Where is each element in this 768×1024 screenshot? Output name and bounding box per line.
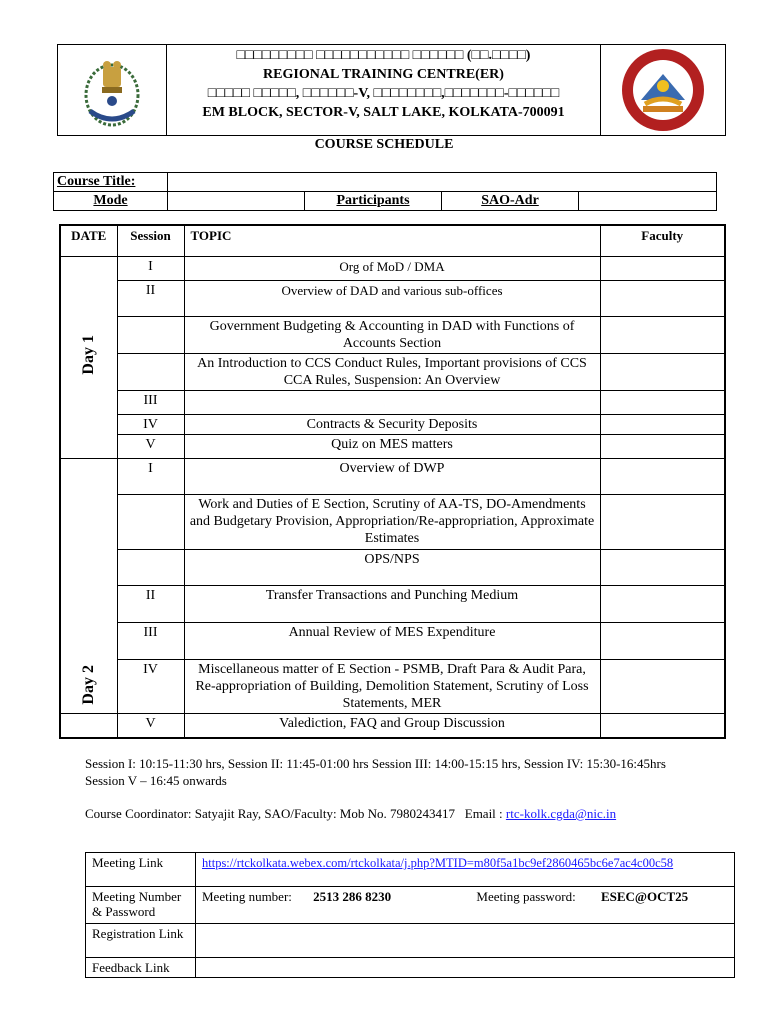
- faculty-cell: [600, 434, 725, 458]
- session-cell: [117, 316, 184, 353]
- topic-cell: Quiz on MES matters: [184, 434, 600, 458]
- meeting-number-prefix: Meeting number:: [202, 889, 292, 904]
- letterhead-text: [167, 45, 600, 122]
- faculty-cell: [600, 353, 725, 390]
- page-title: COURSE SCHEDULE: [314, 137, 454, 152]
- faculty-cell: [600, 549, 725, 585]
- course-title-value: [168, 173, 717, 192]
- meeting-number-cell: [196, 887, 735, 924]
- table-row: [60, 353, 725, 390]
- table-row: [60, 434, 725, 458]
- participants-extra: [579, 192, 717, 211]
- session-timings: [85, 755, 666, 789]
- table-row: [60, 549, 725, 585]
- timings-line-2: Session V – 16:45 onwards: [85, 773, 227, 788]
- session-cell: [117, 549, 184, 585]
- national-emblem-icon: [58, 45, 167, 135]
- table-row: [60, 280, 725, 316]
- topic-cell: Miscellaneous matter of E Section - PSMB, Draft Para & Audit Para, Re-appropriation of Building, Demolition Statement, Scrutiny of Loss Statements, MER: [184, 659, 600, 713]
- session-cell: V: [117, 713, 184, 738]
- faculty-cell: [600, 414, 725, 434]
- faculty-cell: [600, 316, 725, 353]
- faculty-cell: [600, 494, 725, 549]
- registration-value: [196, 924, 735, 958]
- schedule-table: [59, 224, 726, 739]
- course-title-label: Course Title:: [54, 173, 168, 192]
- course-info-table: [53, 172, 717, 211]
- address: EM BLOCK, SECTOR-V, SALT LAKE, KOLKATA-700091: [202, 105, 565, 120]
- header-faculty: Faculty: [600, 225, 725, 256]
- session-cell: I: [117, 458, 184, 494]
- session-cell: I: [117, 256, 184, 280]
- table-row: [60, 622, 725, 659]
- day1-label: Day 1: [80, 335, 98, 375]
- table-row: [60, 659, 725, 713]
- topic-cell: Overview of DAD and various sub-offices: [184, 280, 600, 316]
- registration-label: Registration Link: [86, 924, 196, 958]
- topic-cell: OPS/NPS: [184, 549, 600, 585]
- coordinator-info: [85, 805, 616, 822]
- table-row: [60, 390, 725, 414]
- topic-cell: Overview of DWP: [184, 458, 600, 494]
- table-row: [60, 713, 725, 738]
- rtc-logo-icon: [601, 45, 726, 135]
- faculty-cell: [600, 585, 725, 622]
- faculty-cell: [600, 659, 725, 713]
- participants-label: Participants: [305, 192, 442, 211]
- header-session: Session: [117, 225, 184, 256]
- table-row: [60, 256, 725, 280]
- header-date: DATE: [60, 225, 117, 256]
- session-cell: III: [117, 390, 184, 414]
- mode-value: [168, 192, 305, 211]
- session-cell: [117, 353, 184, 390]
- day1-cell: [60, 256, 117, 458]
- coordinator-email-link[interactable]: rtc-kolk.cgda@nic.in: [505, 806, 617, 821]
- feedback-value: [196, 958, 735, 978]
- meeting-table: [85, 852, 735, 978]
- faculty-cell: [600, 256, 725, 280]
- participants-value: SAO-Adr: [442, 192, 579, 211]
- topic-cell: Work and Duties of E Section, Scrutiny of AA-TS, DO-Amendments and Budgetary Provision, Appropriation/Re-appropriation, Approximate Estimates: [184, 494, 600, 549]
- timings-line-1: Session I: 10:15-11:30 hrs, Session II: 11:45-01:00 hrs Session III: 14:00-15:15 hrs, Session IV: 15:30-16:45hrs: [85, 756, 666, 771]
- topic-cell: Contracts & Security Deposits: [184, 414, 600, 434]
- meeting-password-prefix: Meeting password:: [476, 889, 576, 904]
- schedule-header-row: [60, 225, 725, 256]
- table-row: [60, 414, 725, 434]
- faculty-cell: [600, 390, 725, 414]
- meeting-link-label: Meeting Link: [86, 853, 196, 887]
- feedback-label: Feedback Link: [86, 958, 196, 978]
- session-cell: II: [117, 585, 184, 622]
- faculty-cell: [600, 280, 725, 316]
- meeting-number-value: 2513 286 8230: [313, 889, 392, 904]
- faculty-cell: [600, 713, 725, 738]
- day2-cell: [60, 458, 117, 713]
- meeting-password-value: ESEC@OCT25: [600, 889, 689, 904]
- session-cell: IV: [117, 659, 184, 713]
- session-cell: III: [117, 622, 184, 659]
- table-row: [60, 316, 725, 353]
- meeting-number-label: Meeting Number & Password: [86, 887, 196, 924]
- feedback-row: [86, 958, 735, 978]
- session-cell: II: [117, 280, 184, 316]
- day2-label: Day 2: [80, 664, 98, 705]
- session-cell: IV: [117, 414, 184, 434]
- rtc-logo-cell: [600, 45, 725, 135]
- org-name: REGIONAL TRAINING CENTRE(ER): [263, 67, 504, 82]
- topic-cell: [184, 390, 600, 414]
- faculty-cell: [600, 458, 725, 494]
- faculty-cell: [600, 622, 725, 659]
- meeting-link-row: [86, 853, 735, 887]
- header-topic: TOPIC: [184, 225, 600, 256]
- emblem-cell: [58, 45, 167, 135]
- topic-cell: An Introduction to CCS Conduct Rules, Important provisions of CCS CCA Rules, Suspension: An Overview: [184, 353, 600, 390]
- topic-cell: Org of MoD / DMA: [184, 256, 600, 280]
- letterhead: [57, 44, 726, 136]
- address-hindi: □□□□□ □□□□□, □□□□□□-V, □□□□□□□□,□□□□□□□-□□□□□□: [207, 86, 560, 101]
- registration-row: [86, 924, 735, 958]
- topic-cell: Transfer Transactions and Punching Medium: [184, 585, 600, 622]
- meeting-number-row: [86, 887, 735, 924]
- topic-cell: Annual Review of MES Expenditure: [184, 622, 600, 659]
- org-name-hindi: □□□□□□□□□ □□□□□□□□□□□ □□□□□□ (□□.□□□□): [236, 48, 531, 63]
- topic-cell: Valediction, FAQ and Group Discussion: [184, 713, 600, 738]
- session-cell: [117, 494, 184, 549]
- table-row: [60, 494, 725, 549]
- day2-spacer-cell: [60, 713, 117, 738]
- topic-cell: Government Budgeting & Accounting in DAD with Functions of Accounts Section: [184, 316, 600, 353]
- meeting-link-url[interactable]: https://rtckolkata.webex.com/rtckolkata/j.php?MTID=m80f5a1bc9ef2860465bc6e7ac4c00c58: [202, 856, 674, 870]
- table-row: [60, 585, 725, 622]
- coordinator-text: Course Coordinator: Satyajit Ray, SAO/Faculty: Mob No. 7980243417 Email :: [85, 806, 506, 821]
- session-cell: V: [117, 434, 184, 458]
- table-row: [60, 458, 725, 494]
- mode-label: Mode: [54, 192, 168, 211]
